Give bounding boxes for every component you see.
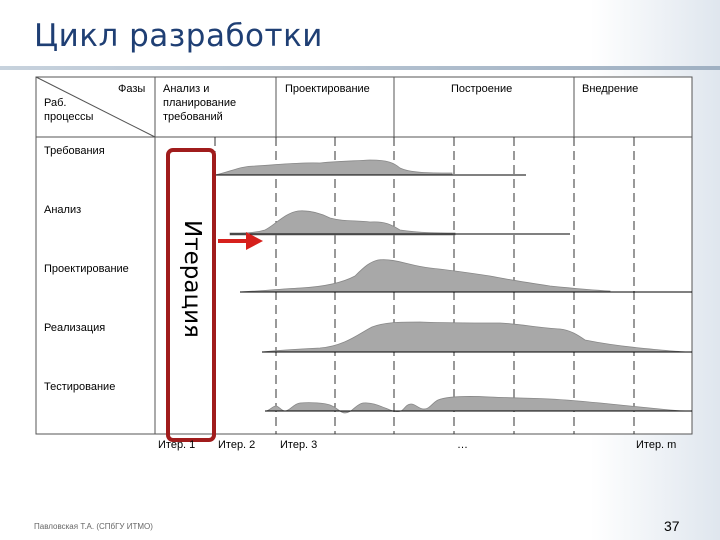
iteration-label-ellipsis: … (457, 439, 468, 451)
page-title: Цикл разработки (34, 18, 323, 54)
iteration-label-2: Итер. 2 (218, 439, 256, 451)
processes-label-line2: процессы (44, 111, 94, 123)
iteration-label-3: Итер. 3 (280, 439, 318, 451)
phase-header-line: планирование (163, 97, 237, 109)
row-label-analysis: Анализ (44, 204, 82, 216)
phase-header-line: Анализ и (163, 83, 210, 95)
iteration-label-1: Итер. 1 (158, 439, 196, 451)
phase-header-line: Внедрение (582, 83, 639, 95)
row-label-requirements: Требования (44, 145, 105, 157)
phases-label: Фазы (118, 83, 146, 95)
table-frame (36, 77, 692, 434)
processes-label-line1: Раб. (44, 97, 67, 109)
phase-header-line: требований (163, 111, 223, 123)
row-label-testing: Тестирование (44, 381, 116, 393)
phase-header-line: Построение (451, 83, 513, 95)
row-label-design: Проектирование (44, 263, 129, 275)
footer-author: Павловская Т.А. (СПбГУ ИТМО) (34, 522, 153, 531)
row-label-implementation: Реализация (44, 322, 106, 334)
phase-header-line: Проектирование (285, 83, 370, 95)
slide-number: 37 (664, 518, 680, 534)
iteration-label-m: Итер. m (636, 439, 677, 451)
iteration-label: Итерация (179, 220, 205, 338)
